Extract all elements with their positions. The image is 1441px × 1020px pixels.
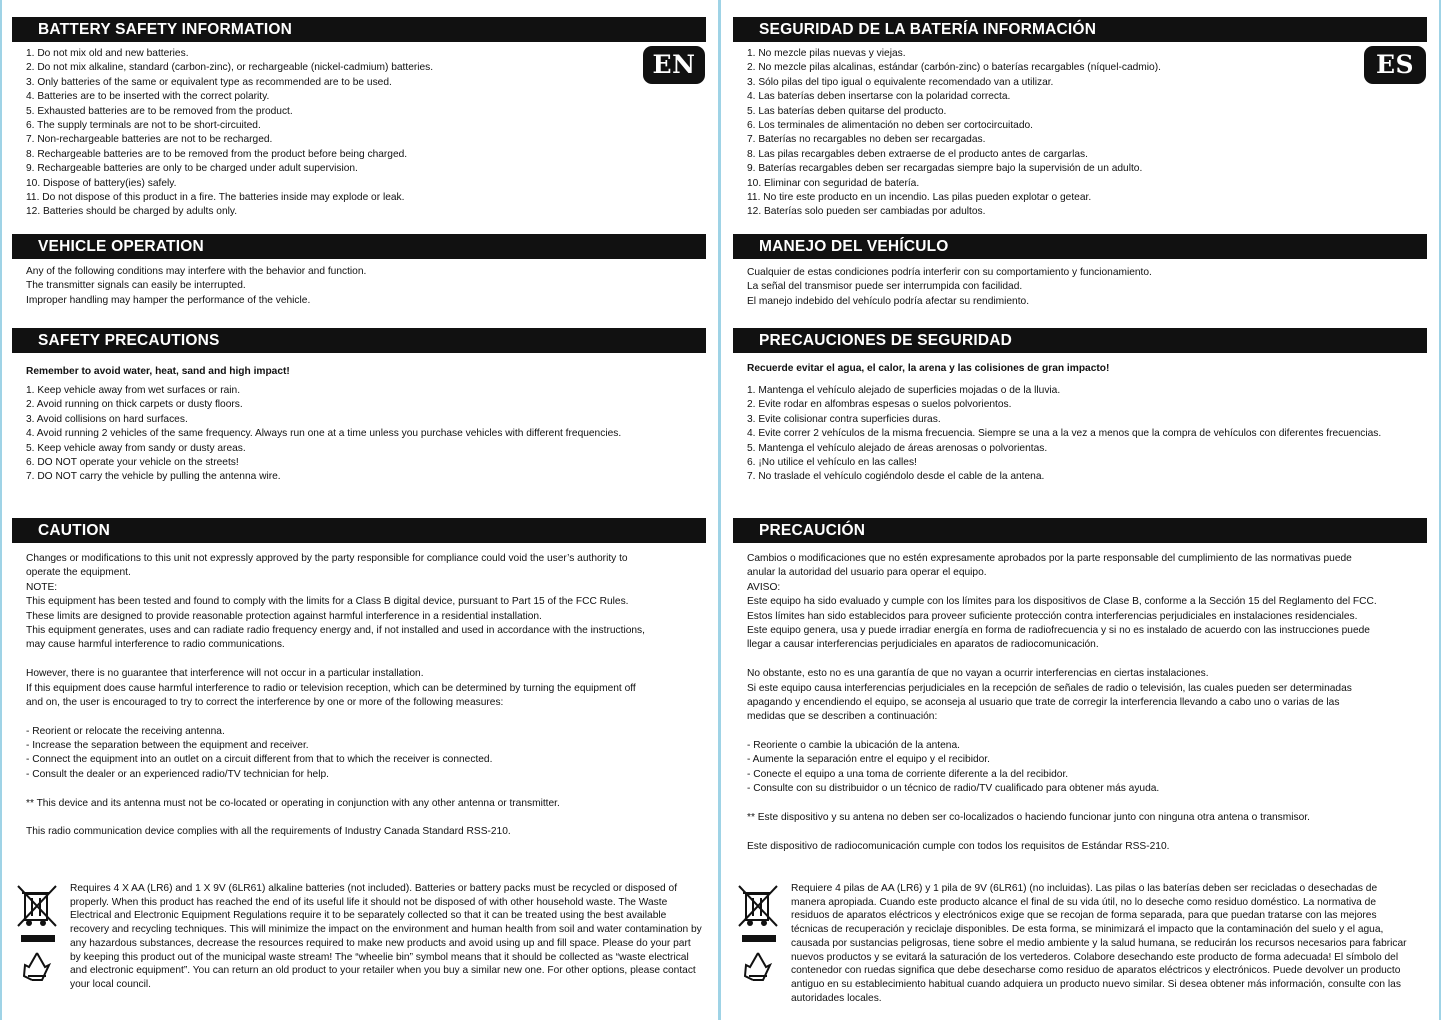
list-item: 4. Avoid running 2 vehicles of the same frequency. Always run one at a time unless you purchase vehicles with different frequencies.	[26, 428, 622, 440]
list-item: 9. Rechargeable batteries are only to be charged under adult supervision.	[26, 163, 358, 175]
paragraph-line: - Reoriente o cambie la ubicación de la antena.	[747, 740, 960, 752]
list-item: 3. Avoid collisions on hard surfaces.	[26, 413, 188, 425]
list-item: 5. Exhausted batteries are to be removed from the product.	[26, 105, 293, 117]
list-item: 4. Evite correr 2 vehículos de la misma frecuencia. Siempre se una a la vez a menos que la compra de vehículos con diferentes frecuencias.	[747, 428, 1382, 440]
paragraph-line: llegar a causar interferencias perjudiciales en aparatos de radiocomunicación.	[747, 639, 1099, 651]
waste-disposal-text: Requires 4 X AA (LR6) and 1 X 9V (6LR61) alkaline batteries (not included). Batteries or battery packs must be recycled or disposed of properly. When this product has reached the end of its useful life it should not be disposed of with other household waste. The Waste Electrical and Electronic Equipment Regulations require it to be separately collected so that it can be treated using the best available recovery and recycling techniques. This will minimize the impact on the environment and human health from soil and water contamination by any hazardous substances, decrease the resources required to make new products and avoid using up and fill space. Please do your part by keeping this product out of the municipal waste stream! The “wheelie bin” symbol means that it should be collected as “waste electrical and electronic equipment”. You can return an old product to your retailer when you buy a similar new one. For other options, please contact your local council.	[70, 883, 702, 990]
vehicle-operation-text	[26, 265, 366, 308]
paragraph-line: Any of the following conditions may interfere with the behavior and function.	[26, 266, 367, 277]
paragraph-line: ** Este dispositivo y su antena no deben ser co-localizados o haciendo funcionar junto con ninguna otra antena o transmisor.	[747, 812, 1310, 824]
vehicle-operation-header-es: MANEJO DEL VEHÍCULO	[733, 234, 1427, 259]
list-item: 5. Las baterías deben quitarse del producto.	[747, 105, 947, 117]
list-item: 12. Batteries should be charged by adults only.	[26, 206, 238, 218]
paragraph-line: anular la autoridad del usuario para operar el equipo.	[747, 567, 987, 579]
paragraph-line: Este dispositivo de radiocomunicación cumple con todos los requisitos de Estándar RSS-210.	[747, 840, 1170, 852]
paragraph-line: Cambios o modificaciones que no estén expresamente aprobados por la parte responsable del cumplimiento de las normativas puede	[747, 553, 1352, 564]
paragraph-line: Changes or modifications to this unit not expressly approved by the party responsible for compliance could void the user’s authority to	[26, 553, 628, 564]
paragraph-line: Este equipo genera, usa y puede irradiar energía en forma de radiofrecuencia y si no es instalado de acuerdo con las instrucciones puede	[747, 624, 1370, 636]
paragraph-line: - Increase the separation between the equipment and receiver.	[26, 740, 309, 752]
list-item: 2. Do not mix alkaline, standard (carbon-zinc), or rechargeable (nickel-cadmium) batteries.	[26, 62, 434, 74]
weee-icons	[12, 880, 62, 990]
paragraph-line: - Conecte el equipo a una toma de corriente diferente a la del recibidor.	[747, 768, 1069, 780]
spanish-column	[721, 0, 1441, 1020]
paragraph-line: and on, the user is encouraged to try to correct the interference by one or more of the following measures:	[26, 696, 504, 708]
paragraph-line: The transmitter signals can easily be interrupted.	[26, 280, 246, 292]
list-item: 7. Non-rechargeable batteries are not to be recharged.	[26, 134, 273, 146]
list-item: 7. DO NOT carry the vehicle by pulling the antenna wire.	[26, 471, 281, 483]
paragraph-line: El manejo indebido del vehículo podría afectar su rendimiento.	[747, 295, 1030, 307]
paragraph-line: operate the equipment.	[26, 567, 131, 579]
crossed-bin-icon	[733, 880, 783, 990]
list-item: 7. No traslade el vehículo cogiéndolo desde el cable de la antena.	[747, 471, 1045, 483]
list-item: 12. Baterías solo pueden ser cambiadas por adultos.	[747, 206, 986, 218]
paragraph-line: This equipment has been tested and found to comply with the limits for a Class B digital device, pursuant to Part 15 of the FCC Rules.	[26, 596, 629, 608]
list-item: 6. The supply terminals are not to be short-circuited.	[26, 119, 261, 131]
safety-precautions-header: SAFETY PRECAUTIONS	[12, 328, 706, 353]
list-item: 3. Evite colisionar contra superficies duras.	[747, 413, 941, 425]
list-item: 8. Las pilas recargables deben extraerse de el producto antes de cargarlas.	[747, 148, 1088, 160]
safety-precautions-header-es: PRECAUCIONES DE SEGURIDAD	[733, 328, 1427, 353]
list-item: 3. Only batteries of the same or equivalent type as recommended are to be used.	[26, 76, 392, 88]
paragraph-line: - Aumente la separación entre el equipo y el recibidor.	[747, 754, 990, 766]
paragraph-line	[26, 811, 645, 825]
paragraph-line: Improper handling may hamper the performance of the vehicle.	[26, 294, 311, 306]
language-badge-en: EN	[643, 46, 705, 84]
paragraph-line: NOTE:	[26, 581, 58, 593]
battery-safety-list-es	[747, 47, 1161, 220]
paragraph-line: This equipment generates, uses and can radiate radio frequency energy and, if not installed and used in accordance with the instructions,	[26, 624, 645, 636]
list-item: 10. Dispose of battery(ies) safely.	[26, 177, 177, 189]
paragraph-line: - Connect the equipment into an outlet on a circuit different from that to which the receiver is connected.	[26, 754, 493, 766]
paragraph-line: These limits are designed to provide reasonable protection against harmful interference in a residential installation.	[26, 610, 542, 622]
safety-lead: Remember to avoid water, heat, sand and high impact!	[26, 366, 290, 377]
list-item: 8. Rechargeable batteries are to be removed from the product before being charged.	[26, 148, 408, 160]
paragraph-line	[747, 825, 1377, 839]
list-item: 7. Baterías no recargables no deben ser recargadas.	[747, 134, 986, 146]
paragraph-line: medidas que se describen a continuación:	[747, 711, 938, 723]
paragraph-line: may cause harmful interference to radio communications.	[26, 639, 285, 651]
paragraph-line	[747, 797, 1377, 811]
list-item: 6. ¡No utilice el vehículo en las calles!	[747, 456, 917, 468]
english-column	[0, 0, 718, 1020]
vehicle-operation-header: VEHICLE OPERATION	[12, 234, 706, 259]
list-item: 4. Las baterías deben insertarse con la polaridad correcta.	[747, 91, 1011, 103]
paragraph-line: La señal del transmisor puede ser interrumpida con facilidad.	[747, 281, 1023, 293]
paragraph-line: Si este equipo causa interferencias perjudiciales en la recepción de señales de radio o televisión, las cuales pueden ser determinadas	[747, 682, 1352, 694]
weee-icons-es	[733, 880, 783, 990]
list-item: 6. Los terminales de alimentación no deben ser cortocircuitado.	[747, 119, 1033, 131]
list-item: 9. Baterías recargables deben ser recargadas siempre bajo la supervisión de un adulto.	[747, 163, 1143, 175]
list-item: 1. Do not mix old and new batteries.	[26, 48, 189, 59]
paragraph-line: - Consult the dealer or an experienced radio/TV technician for help.	[26, 768, 329, 780]
list-item: 2. Evite rodar en alfombras espesas o suelos polvorientos.	[747, 399, 1012, 411]
vehicle-operation-text-es	[747, 266, 1152, 309]
paragraph-line	[747, 653, 1377, 667]
list-item: 11. No tire este producto en un incendio. Las pilas pueden explotar o getear.	[747, 191, 1092, 203]
list-item: 1. Keep vehicle away from wet surfaces or rain.	[26, 385, 241, 396]
list-item: 1. No mezcle pilas nuevas y viejas.	[747, 48, 906, 59]
list-item: 2. No mezcle pilas alcalinas, estándar (carbón-zinc) o baterías recargables (níquel-cadmio).	[747, 62, 1161, 74]
safety-precautions-list	[26, 365, 621, 485]
paragraph-line	[26, 710, 645, 724]
paragraph-line	[747, 725, 1377, 739]
safety-precautions-list-es	[747, 362, 1381, 485]
paragraph-line: Cualquier de estas condiciones podría interferir con su comportamiento y funcionamiento.	[747, 267, 1152, 278]
paragraph-line: If this equipment does cause harmful interference to radio or television reception, which can be determined by turning the equipment off	[26, 682, 636, 694]
caution-text-es	[747, 552, 1377, 854]
paragraph-line: - Reorient or relocate the receiving antenna.	[26, 725, 225, 737]
paragraph-line: This radio communication device complies with all the requirements of Industry Canada Standard RSS-210.	[26, 826, 511, 838]
paragraph-line	[26, 782, 645, 796]
battery-safety-list	[26, 47, 433, 220]
list-item: 5. Mantenga el vehículo alejado de áreas arenosas o polvorientas.	[747, 442, 1048, 454]
paragraph-line: However, there is no guarantee that interference will not occur in a particular installation.	[26, 668, 424, 680]
list-item: 4. Batteries are to be inserted with the correct polarity.	[26, 91, 270, 103]
paragraph-line: ** This device and its antenna must not be co-located or operating in conjunction with any other antenna or transmitter.	[26, 797, 560, 809]
caution-header-es: PRECAUCIÓN	[733, 518, 1427, 543]
crossed-bin-icon	[12, 880, 62, 990]
list-item: 2. Avoid running on thick carpets or dusty floors.	[26, 399, 243, 411]
paragraph-line	[26, 653, 645, 667]
paragraph-line: apagando y encendiendo el equipo, se aconseja al usuario que trate de corregir la interferencia llevando a cabo uno o varias de las	[747, 696, 1340, 708]
caution-text	[26, 552, 645, 840]
battery-safety-header: BATTERY SAFETY INFORMATION	[12, 17, 706, 42]
waste-disposal-text-es: Requiere 4 pilas de AA (LR6) y 1 pila de 9V (6LR61) (no incluidas). Las pilas o las baterías deben ser recicladas o desechadas de manera apropiada. Cuando este producto alcance el final de su vida útil, no lo deseche como residuo doméstico. La normativa de residuos de aparatos eléctricos y electrónicos exige que se recojan de forma separada, para que puedan tratarse con las mejores técnicas de recuperación y reciclaje disponibles. De esta forma, se minimizará el impacto que la contaminación del suelo y el agua, causada por sustancias peligrosas, tiene sobre el medio ambiente y la salud humana, se reducirán los recursos necesarios para fabricar nuevos productos y se evitará la saturación de los vertederos. Colabore desechando este producto de forma adecuada! El símbolo del contenedor con ruedas significa que debe desecharse como residuo de aparatos eléctricos y electrónicos. Puede devolver un producto antiguo en su establecimiento habitual cuando adquiera un producto nuevo similar. Si desea obtener más información, consulte con las autoridades locales.	[791, 883, 1407, 1004]
list-item: 3. Sólo pilas del tipo igual o equivalente recomendado van a utilizar.	[747, 76, 1054, 88]
list-item: 6. DO NOT operate your vehicle on the streets!	[26, 456, 239, 468]
battery-safety-header-es: SEGURIDAD DE LA BATERÍA INFORMACIÓN	[733, 17, 1427, 42]
paragraph-line: - Consulte con su distribuidor o un técnico de radio/TV cualificado para obtener más ayuda.	[747, 783, 1160, 795]
safety-lead-es: Recuerde evitar el agua, el calor, la arena y las colisiones de gran impacto!	[747, 363, 1110, 374]
paragraph-line: AVISO:	[747, 581, 781, 593]
list-item: 5. Keep vehicle away from sandy or dusty areas.	[26, 442, 246, 454]
paragraph-line: No obstante, esto no es una garantía de que no vayan a ocurrir interferencias en ciertas instalaciones.	[747, 668, 1209, 680]
paragraph-line: Este equipo ha sido evaluado y cumple con los límites para los dispositivos de Clase B, conforme a la Sección 15 del Reglamento del FCC.	[747, 596, 1377, 608]
language-badge-es: ES	[1364, 46, 1426, 84]
list-item: 1. Mantenga el vehículo alejado de superficies mojadas o de la lluvia.	[747, 385, 1061, 396]
caution-header: CAUTION	[12, 518, 706, 543]
list-item: 10. Eliminar con seguridad de batería.	[747, 177, 920, 189]
list-item: 11. Do not dispose of this product in a fire. The batteries inside may explode or leak.	[26, 191, 405, 203]
paragraph-line: Estos límites han sido establecidos para proveer suficiente protección contra interferencias perjudiciales en instalaciones residenciales.	[747, 610, 1358, 622]
